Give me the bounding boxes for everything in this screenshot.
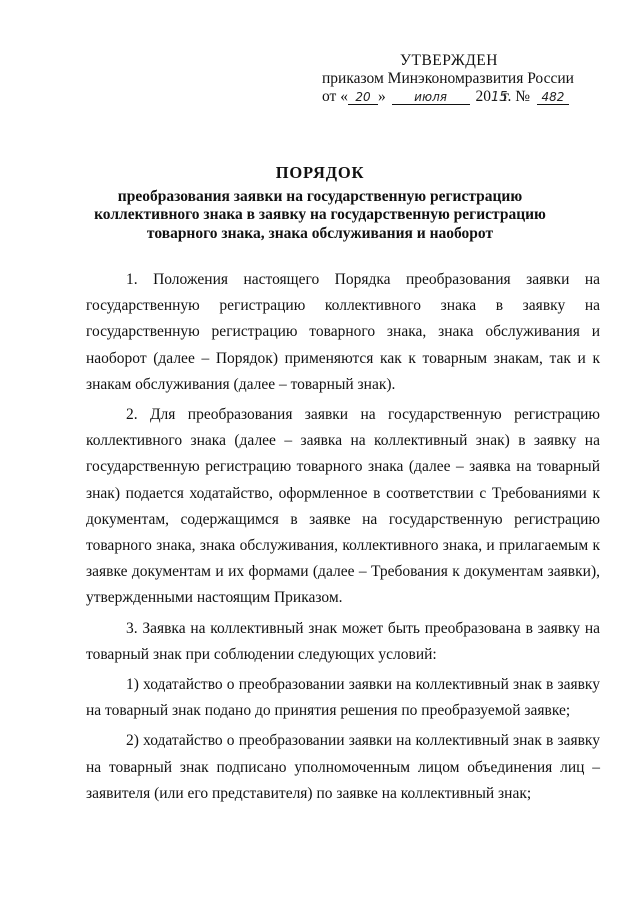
approval-heading: УТВЕРЖДЕН	[400, 52, 498, 69]
paragraph-3-item-1: 1) ходатайство о преобразовании заявки на коллективный знак в заявку на товарный знак подано до принятия решения по преобразуемой заявке;	[86, 676, 600, 720]
document-title: ПОРЯДОК	[275, 163, 365, 182]
approval-stamp	[322, 52, 622, 106]
date-prefix: от «	[322, 88, 348, 105]
paragraph-3-item-2: 2) ходатайство о преобразовании заявки на коллективный знак в заявку на товарный знак подписано уполномоченным лицом объединения лиц – заявителя (или его представителя) по заявке на коллективный знак;	[86, 732, 600, 802]
approval-order-line: приказом Минэкономразвития России	[322, 70, 574, 87]
paragraph-2: 2. Для преобразования заявки на государственную регистрацию коллективного знака (далее – заявка на коллективный знак) в заявку на государственную регистрацию товарного знака (далее – заявка на товарный знак) подается ходатайство, оформленное в соответствии с Требованиями к документам, содержащимся в заявке на государственную регистрацию товарного знака, знака обслуживания, коллективного знака, и прилагаемым к заявке документам и их формами (далее – Требования к документам заявки), утвержденными настоящим Приказом.	[86, 406, 600, 607]
date-close-quote: »	[377, 88, 386, 105]
document-subtitle: преобразования заявки на государственную регистрацию коллективного знака в заявку на государственную регистрацию товарного знака, знака обслуживания и наоборот	[94, 188, 546, 242]
approval-date-line	[322, 88, 622, 106]
paragraph-1: 1. Положения настоящего Порядка преобразования заявки на государственную регистрацию коллективного знака в заявку на государственную регистрацию товарного знака, знака обслуживания и наоборот (далее – Порядок) применяются как к товарным знакам, так и к знакам обслуживания (далее – товарный знак).	[86, 271, 600, 393]
handwritten-day: 20	[348, 91, 378, 105]
year-prefix: 20	[475, 88, 491, 105]
handwritten-order-number: 482	[537, 91, 569, 105]
year-suffix: г. №	[502, 88, 531, 105]
paragraph-3: 3. Заявка на коллективный знак может быть преобразована в заявку на товарный знак при соблюдении следующих условий:	[86, 619, 600, 663]
handwritten-year: 15	[490, 90, 508, 105]
document-body	[86, 267, 600, 807]
handwritten-month: июля	[392, 91, 470, 105]
